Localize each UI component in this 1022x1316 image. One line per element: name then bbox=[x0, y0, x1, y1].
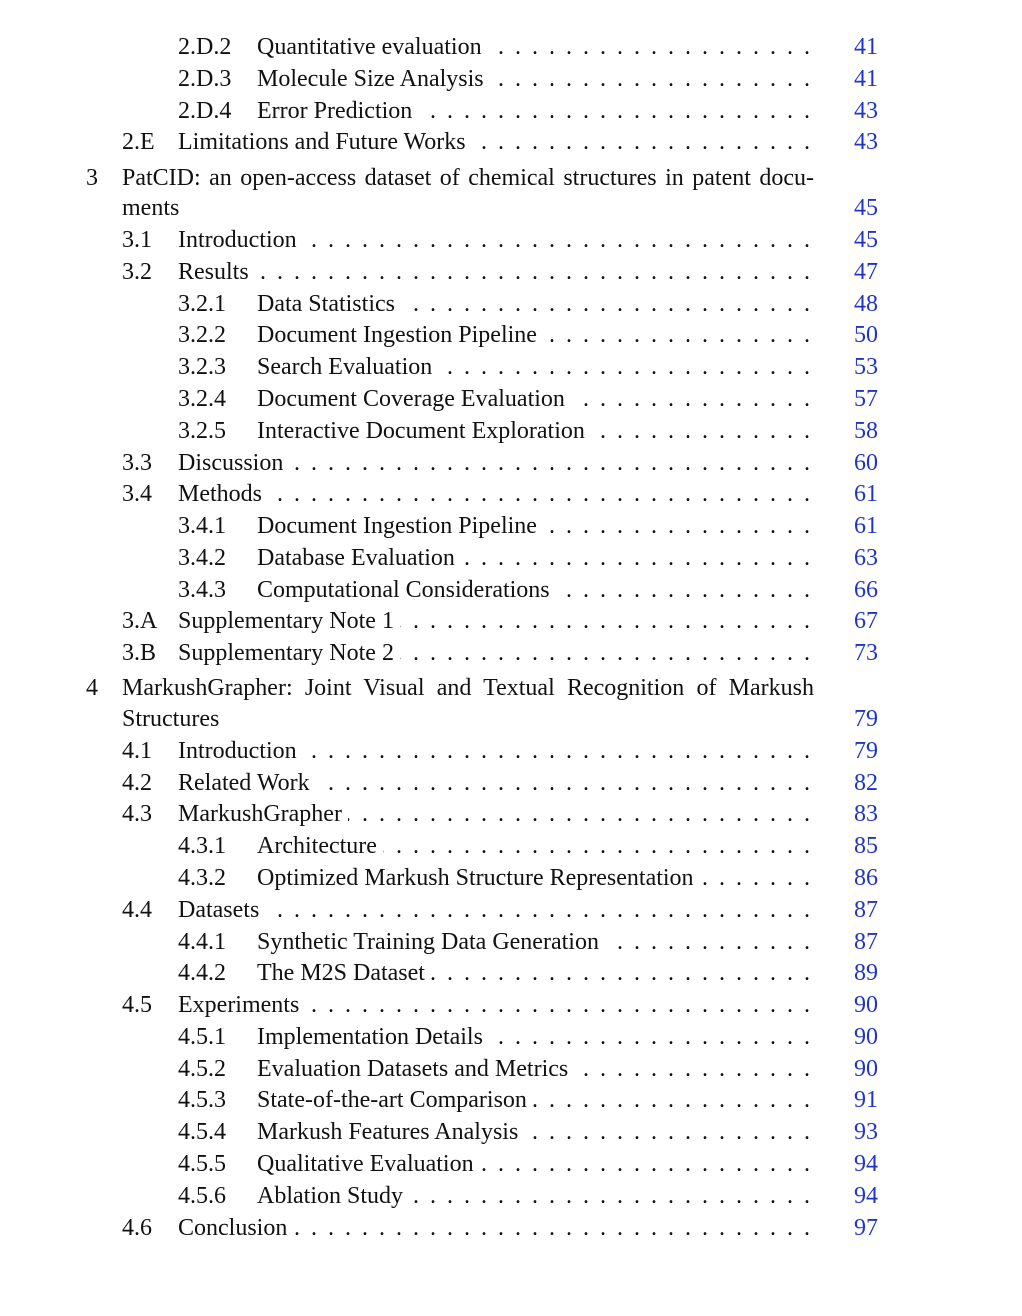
entry-title: Data Statistics bbox=[257, 289, 401, 319]
toc-entry[interactable] bbox=[0, 575, 1022, 605]
entry-title: Molecule Size Analysis bbox=[257, 64, 490, 94]
toc-entry[interactable] bbox=[0, 831, 1022, 861]
page-link[interactable]: 66 bbox=[854, 577, 878, 603]
entry-title: Ablation Study bbox=[257, 1181, 409, 1211]
entry-title: Evaluation Datasets and Metrics bbox=[257, 1054, 574, 1084]
page-link[interactable]: 53 bbox=[854, 354, 878, 380]
page-link[interactable]: 58 bbox=[854, 418, 878, 444]
entry-title: Database Evaluation bbox=[257, 543, 461, 573]
entry-number: 4.5.6 bbox=[178, 1183, 226, 1209]
page-link[interactable]: 86 bbox=[854, 865, 878, 891]
chapter-title-line1: PatCID: an open-access dataset of chemical structures in patent docu- bbox=[122, 162, 814, 194]
entry-number: 3.B bbox=[122, 640, 157, 666]
entry-number: 2.D.2 bbox=[178, 34, 232, 60]
page-link[interactable]: 79 bbox=[854, 738, 878, 764]
page-link[interactable]: 63 bbox=[854, 545, 878, 571]
entry-number: 4.4 bbox=[122, 897, 152, 923]
entry-number: 4.5.3 bbox=[178, 1087, 226, 1113]
chapter-title-line1: MarkushGrapher: Joint Visual and Textual Recognition of Markush bbox=[122, 672, 814, 704]
chapter-number: 4 bbox=[86, 675, 98, 701]
dot-leader bbox=[260, 257, 820, 287]
entry-number: 4.3 bbox=[122, 801, 152, 827]
page-link[interactable]: 97 bbox=[854, 1215, 878, 1241]
entry-title: Synthetic Training Data Generation bbox=[257, 927, 605, 957]
entry-number: 4.5.5 bbox=[178, 1151, 226, 1177]
page-link[interactable]: 60 bbox=[854, 450, 878, 476]
toc-entry[interactable] bbox=[0, 958, 1022, 988]
page-link[interactable]: 82 bbox=[854, 770, 878, 796]
entry-title: Interactive Document Exploration bbox=[257, 416, 591, 446]
page-link[interactable]: 90 bbox=[854, 992, 878, 1018]
entry-title: Optimized Markush Structure Representation bbox=[257, 863, 700, 893]
toc-entry[interactable] bbox=[0, 127, 1022, 157]
dot-leader bbox=[260, 895, 820, 925]
toc-entry[interactable] bbox=[0, 736, 1022, 766]
toc-entry[interactable] bbox=[0, 768, 1022, 798]
page-link[interactable]: 45 bbox=[854, 227, 878, 253]
page-link[interactable]: 89 bbox=[854, 960, 878, 986]
toc-entry[interactable] bbox=[0, 990, 1022, 1020]
page-link[interactable]: 91 bbox=[854, 1087, 878, 1113]
entry-title: Supplementary Note 2 bbox=[178, 638, 400, 668]
page-link[interactable]: 94 bbox=[854, 1151, 878, 1177]
entry-number: 3.2.2 bbox=[178, 322, 226, 348]
toc-chapter-entry[interactable] bbox=[0, 162, 1022, 194]
toc-entry[interactable] bbox=[0, 638, 1022, 668]
entry-number: 4.4.2 bbox=[178, 960, 226, 986]
entry-number: 3.3 bbox=[122, 450, 152, 476]
entry-title: Supplementary Note 1 bbox=[178, 606, 400, 636]
entry-title: State-of-the-art Comparison bbox=[257, 1085, 533, 1115]
page-link[interactable]: 90 bbox=[854, 1056, 878, 1082]
dot-leader bbox=[260, 736, 820, 766]
dot-leader bbox=[260, 990, 820, 1020]
dot-leader bbox=[260, 448, 820, 478]
entry-number: 2.D.3 bbox=[178, 66, 232, 92]
toc-entry[interactable] bbox=[0, 863, 1022, 893]
page-link[interactable]: 73 bbox=[854, 640, 878, 666]
entry-number: 3.4.3 bbox=[178, 577, 226, 603]
entry-number: 4.5.2 bbox=[178, 1056, 226, 1082]
page-link[interactable]: 61 bbox=[854, 513, 878, 539]
entry-number: 3.1 bbox=[122, 227, 152, 253]
entry-title: The M2S Dataset bbox=[257, 958, 431, 988]
entry-number: 3.4.1 bbox=[178, 513, 226, 539]
entry-number: 4.6 bbox=[122, 1215, 152, 1241]
entry-number: 3.2.3 bbox=[178, 354, 226, 380]
page-link[interactable]: 67 bbox=[854, 608, 878, 634]
entry-title: Related Work bbox=[178, 768, 316, 798]
toc-entry[interactable] bbox=[0, 1117, 1022, 1147]
toc-entry[interactable] bbox=[0, 1213, 1022, 1243]
entry-number: 3.4.2 bbox=[178, 545, 226, 571]
entry-title: Document Coverage Evaluation bbox=[257, 384, 571, 414]
entry-number: 4.5.4 bbox=[178, 1119, 226, 1145]
page-link[interactable]: 43 bbox=[854, 129, 878, 155]
toc-entry[interactable] bbox=[0, 1085, 1022, 1115]
entry-number: 3.2.4 bbox=[178, 386, 226, 412]
entry-title: Document Ingestion Pipeline bbox=[257, 320, 543, 350]
page-link[interactable]: 87 bbox=[854, 897, 878, 923]
page-link[interactable]: 90 bbox=[854, 1024, 878, 1050]
entry-title: Markush Features Analysis bbox=[257, 1117, 524, 1147]
toc-entry[interactable] bbox=[0, 479, 1022, 509]
dot-leader bbox=[260, 479, 820, 509]
page-link[interactable]: 61 bbox=[854, 481, 878, 507]
entry-title: Conclusion bbox=[178, 1213, 293, 1243]
toc-entry[interactable] bbox=[0, 384, 1022, 414]
toc-entry[interactable] bbox=[0, 799, 1022, 829]
entry-number: 3.A bbox=[122, 608, 158, 634]
page-link[interactable]: 48 bbox=[854, 291, 878, 317]
toc-entry[interactable] bbox=[0, 257, 1022, 287]
dot-leader bbox=[260, 225, 820, 255]
toc-entry[interactable] bbox=[0, 32, 1022, 62]
dot-leader bbox=[260, 1213, 820, 1243]
page-link[interactable]: 87 bbox=[854, 929, 878, 955]
page-link[interactable]: 50 bbox=[854, 322, 878, 348]
toc-entry[interactable] bbox=[0, 1054, 1022, 1084]
entry-number: 4.2 bbox=[122, 770, 152, 796]
page-link[interactable]: 43 bbox=[854, 98, 878, 124]
toc-entry[interactable] bbox=[0, 64, 1022, 94]
entry-number: 2.D.4 bbox=[178, 98, 232, 124]
entry-title: Computational Considerations bbox=[257, 575, 556, 605]
toc-chapter-entry[interactable] bbox=[0, 672, 1022, 704]
entry-number: 4.5.1 bbox=[178, 1024, 226, 1050]
toc-entry[interactable] bbox=[0, 927, 1022, 957]
entry-title: Architecture bbox=[257, 831, 383, 861]
entry-number: 3.2.5 bbox=[178, 418, 226, 444]
toc-entry[interactable] bbox=[0, 895, 1022, 925]
entry-title: Qualitative Evaluation bbox=[257, 1149, 480, 1179]
page-link[interactable]: 41 bbox=[854, 34, 878, 60]
page-link[interactable]: 41 bbox=[854, 66, 878, 92]
entry-title: Limitations and Future Works bbox=[178, 127, 472, 157]
entry-title: Error Prediction bbox=[257, 96, 418, 126]
entry-title: Document Ingestion Pipeline bbox=[257, 511, 543, 541]
entry-number: 3.4 bbox=[122, 481, 152, 507]
toc-entry[interactable] bbox=[0, 1149, 1022, 1179]
chapter-number: 3 bbox=[86, 165, 98, 191]
toc-entry[interactable] bbox=[0, 416, 1022, 446]
entry-title: Datasets bbox=[178, 895, 265, 925]
toc-entry[interactable] bbox=[0, 96, 1022, 126]
toc-entry[interactable] bbox=[0, 1022, 1022, 1052]
entry-title: Results bbox=[178, 257, 255, 287]
entry-title: Implementation Details bbox=[257, 1022, 489, 1052]
toc-chapter-entry-continued[interactable] bbox=[0, 704, 1022, 734]
toc-entry[interactable] bbox=[0, 511, 1022, 541]
page-link[interactable]: 93 bbox=[854, 1119, 878, 1145]
chapter-title-line2: Structures bbox=[122, 704, 225, 734]
entry-number: 4.4.1 bbox=[178, 929, 226, 955]
toc-entry[interactable] bbox=[0, 543, 1022, 573]
entry-title: MarkushGrapher bbox=[178, 799, 348, 829]
entry-title: Methods bbox=[178, 479, 268, 509]
page-link[interactable]: 47 bbox=[854, 259, 878, 285]
entry-number: 4.5 bbox=[122, 992, 152, 1018]
page-link[interactable]: 45 bbox=[854, 195, 878, 221]
toc-entry[interactable] bbox=[0, 289, 1022, 319]
entry-title: Quantitative evaluation bbox=[257, 32, 488, 62]
entry-number: 3.2.1 bbox=[178, 291, 226, 317]
page-link[interactable]: 83 bbox=[854, 801, 878, 827]
page-link[interactable]: 57 bbox=[854, 386, 878, 412]
entry-number: 2.E bbox=[122, 129, 155, 155]
entry-title: Experiments bbox=[178, 990, 305, 1020]
toc-chapter-entry-continued[interactable] bbox=[0, 193, 1022, 223]
toc-entry[interactable] bbox=[0, 606, 1022, 636]
toc-entry[interactable] bbox=[0, 225, 1022, 255]
page-link[interactable]: 85 bbox=[854, 833, 878, 859]
entry-title: Introduction bbox=[178, 225, 303, 255]
toc-entry[interactable] bbox=[0, 320, 1022, 350]
entry-title: Discussion bbox=[178, 448, 289, 478]
toc-entry[interactable] bbox=[0, 448, 1022, 478]
entry-title: Search Evaluation bbox=[257, 352, 438, 382]
entry-number: 4.3.2 bbox=[178, 865, 226, 891]
page-link[interactable]: 94 bbox=[854, 1183, 878, 1209]
dot-leader bbox=[260, 768, 820, 798]
entry-number: 4.3.1 bbox=[178, 833, 226, 859]
entry-title: Introduction bbox=[178, 736, 303, 766]
chapter-title-line2: ments bbox=[122, 193, 185, 223]
toc-entry[interactable] bbox=[0, 1181, 1022, 1211]
entry-number: 3.2 bbox=[122, 259, 152, 285]
entry-number: 4.1 bbox=[122, 738, 152, 764]
toc-entry[interactable] bbox=[0, 352, 1022, 382]
page-link[interactable]: 79 bbox=[854, 706, 878, 732]
